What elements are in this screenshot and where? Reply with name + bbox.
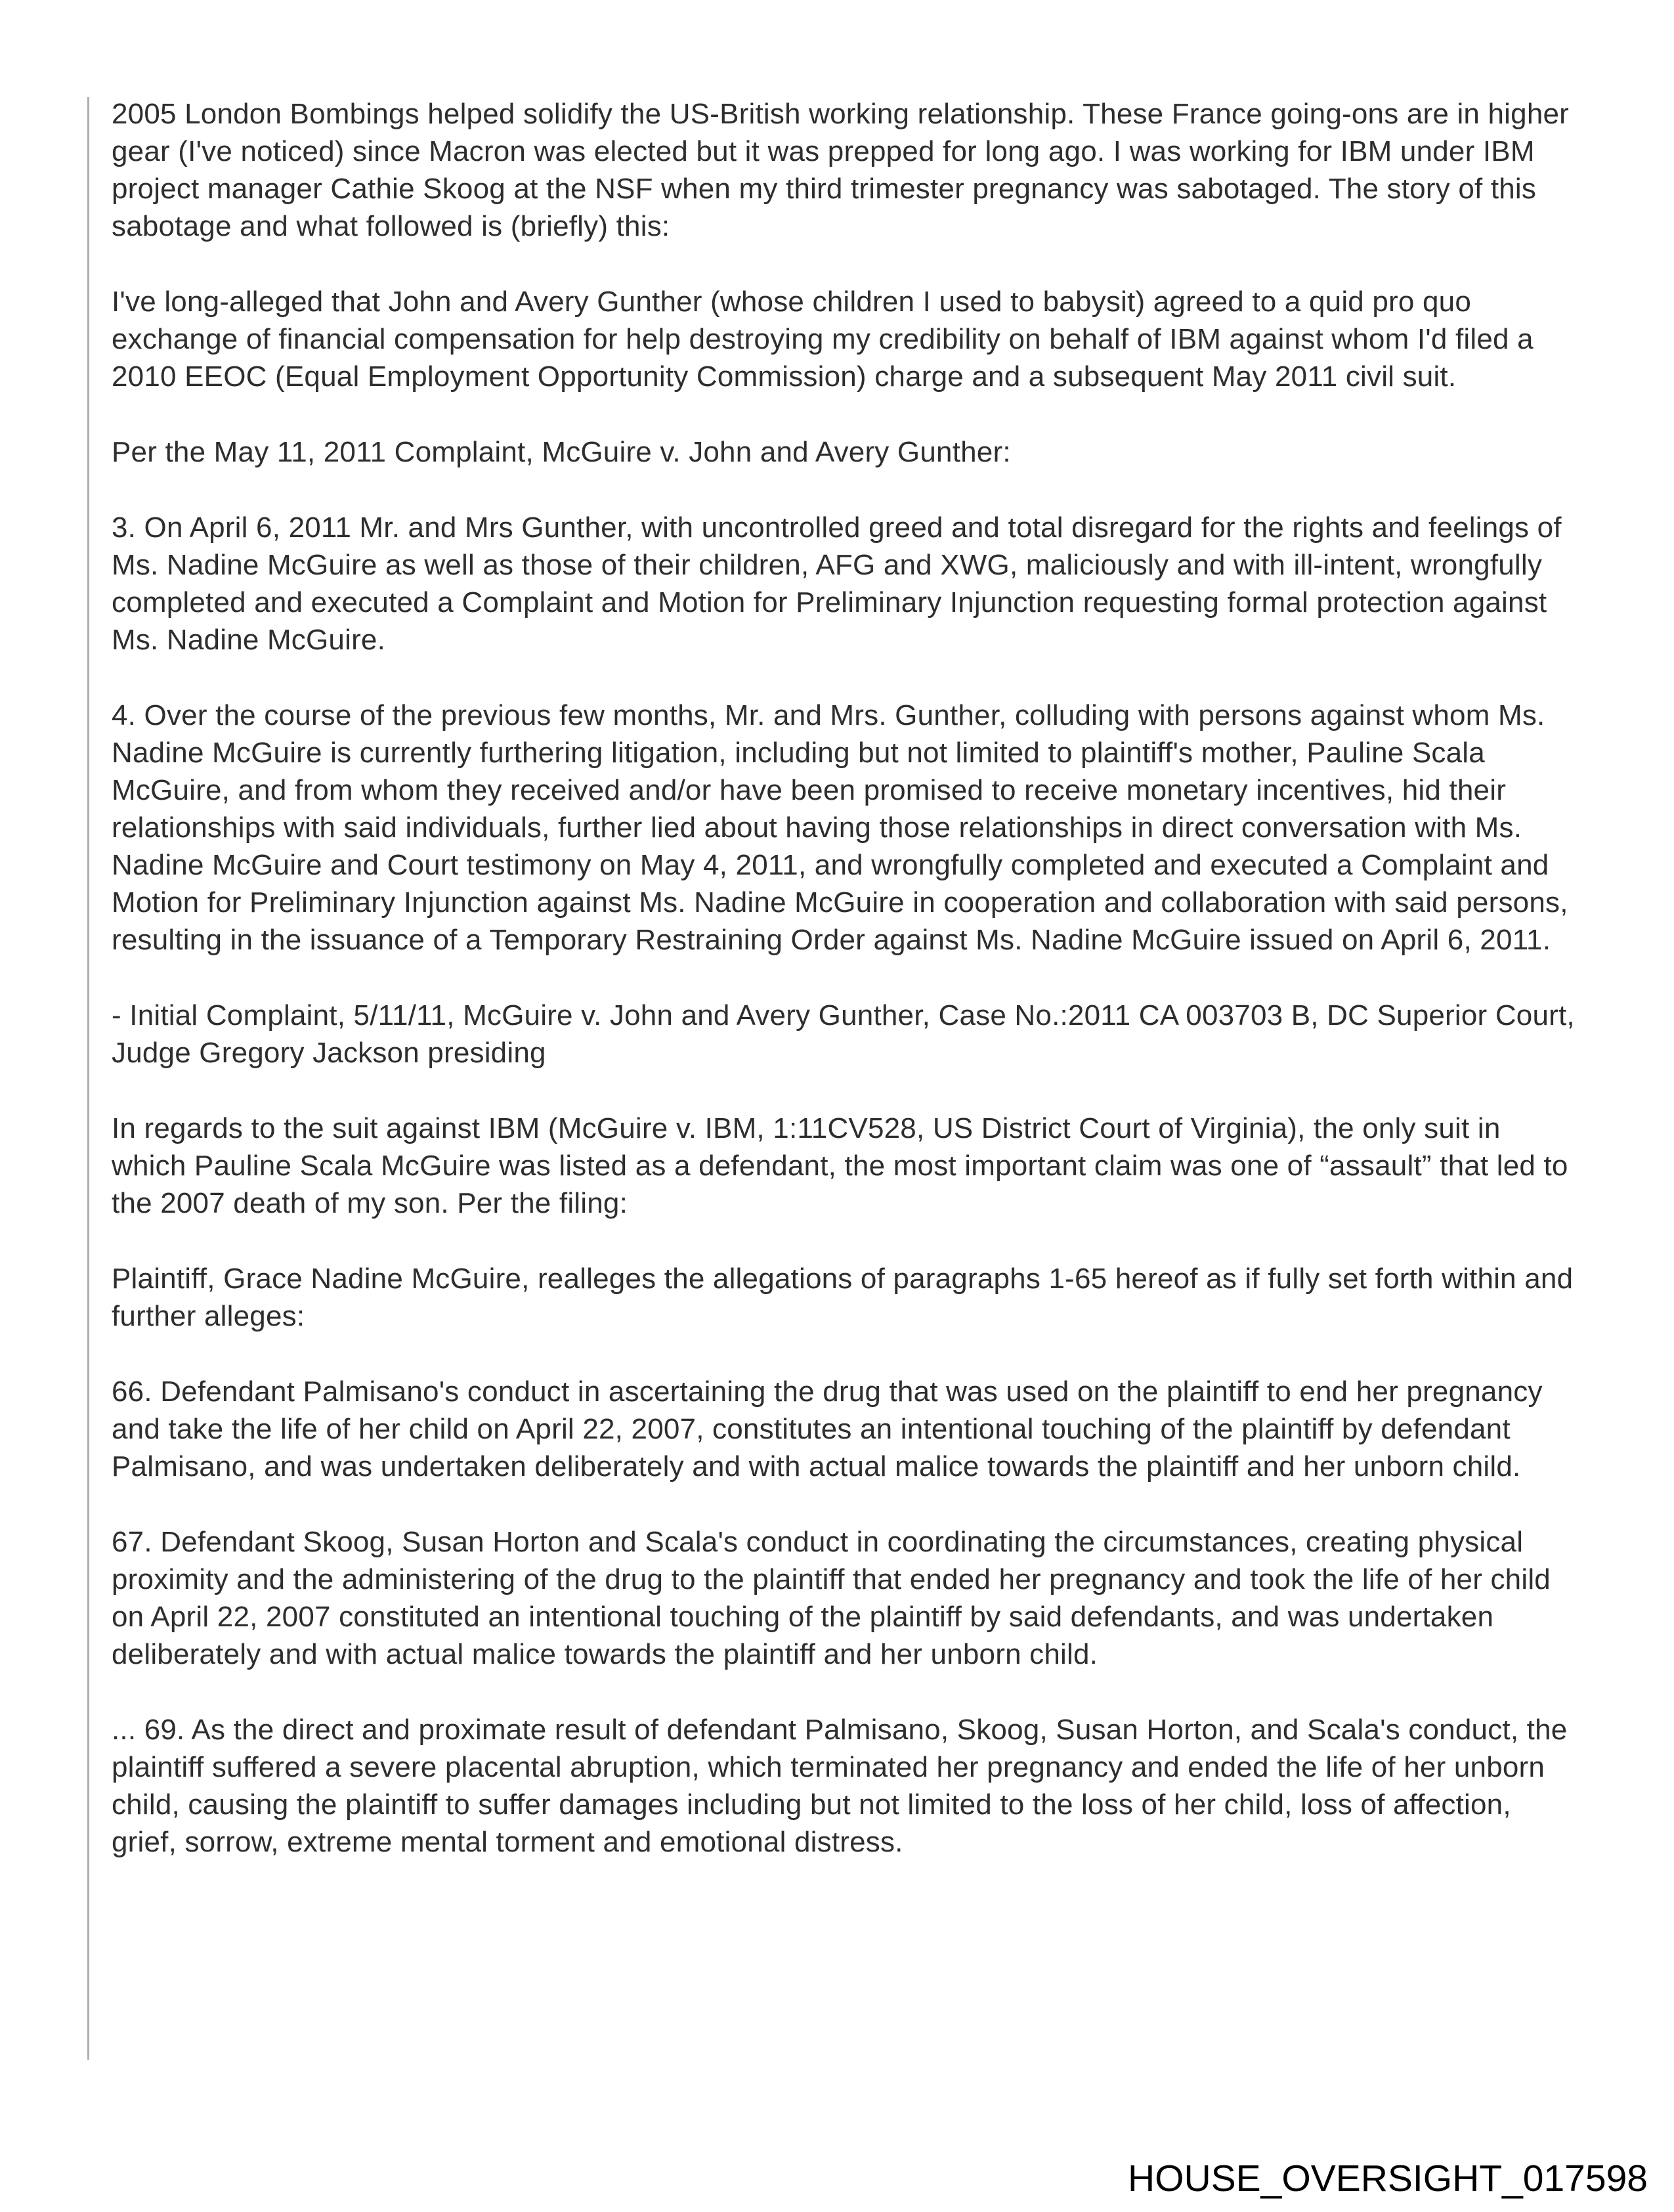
paragraph-case-citation: - Initial Complaint, 5/11/11, McGuire v. John and Avery Gunther, Case No.:2011 CA 003703 B, DC Superior Court, Judge Gregory Jackson presiding <box>112 999 1575 1069</box>
paragraph-allegation: I've long-alleged that John and Avery Gunther (whose children I used to babysit) agreed to a quid pro quo exchange of financial compensation for help destroying my credibility on behalf of IBM against whom I'd filed a 2010 EEOC (Equal Employment Opportunity Commission) charge and a subsequent May 2011 civil suit. <box>112 286 1534 393</box>
paragraph-complaint-heading: Per the May 11, 2011 Complaint, McGuire v. John and Avery Gunther: <box>112 436 1011 468</box>
bates-number-label: HOUSE_OVERSIGHT_017598 <box>1127 2158 1648 2200</box>
left-margin-line <box>87 97 89 2060</box>
paragraph-claim-67: 67. Defendant Skoog, Susan Horton and Scala's conduct in coordinating the circumstances, creating physical proximity and the administering of the drug to the plaintiff that ended her pregnancy and took the life of her child on April 22, 2007 constituted an intentional touching of the plaintiff by said defendants, and was undertaken deliberately and with actual malice towards the plaintiff and her unborn child. <box>112 1526 1551 1670</box>
document-body <box>112 95 1582 1899</box>
paragraph-ibm-suit: In regards to the suit against IBM (McGuire v. IBM, 1:11CV528, US District Court of Virginia), the only suit in which Pauline Scala McGuire was listed as a defendant, the most important claim was one of “assault” that led to the 2007 death of my son. Per the filing: <box>112 1112 1568 1219</box>
paragraph-claim-3: 3. On April 6, 2011 Mr. and Mrs Gunther, with uncontrolled greed and total disregard for the rights and feelings of Ms. Nadine McGuire as well as those of their children, AFG and XWG, maliciously and with ill-intent, wrongfully completed and executed a Complaint and Motion for Preliminary Injunction requesting formal protection against Ms. Nadine McGuire. <box>112 511 1562 656</box>
paragraph-intro: 2005 London Bombings helped solidify the US-British working relationship. These France going-ons are in higher gear (I've noticed) since Macron was elected but it was prepped for long ago. I was working for IBM under IBM project manager Cathie Skoog at the NSF when my third trimester pregnancy was sabotaged. The story of this sabotage and what followed is (briefly) this: <box>112 98 1570 242</box>
paragraph-claim-69: ... 69. As the direct and proximate result of defendant Palmisano, Skoog, Susan Horton, and Scala's conduct, the plaintiff suffered a severe placental abruption, which terminated her pregnancy and ended the life of her unborn child, causing the plaintiff to suffer damages including but not limited to the loss of her child, loss of affection, grief, sorrow, extreme mental torment and emotional distress. <box>112 1714 1568 1858</box>
paragraph-plaintiff-realleges: Plaintiff, Grace Nadine McGuire, realleges the allegations of paragraphs 1-65 hereof as if fully set forth within and further alleges: <box>112 1263 1574 1332</box>
paragraph-claim-66: 66. Defendant Palmisano's conduct in ascertaining the drug that was used on the plaintiff to end her pregnancy and take the life of her child on April 22, 2007, constitutes an intentional touching of the plaintiff by defendant Palmisano, and was undertaken deliberately and with actual malice towards the plaintiff and her unborn child. <box>112 1376 1543 1483</box>
paragraph-claim-4: 4. Over the course of the previous few months, Mr. and Mrs. Gunther, colluding with persons against whom Ms. Nadine McGuire is currently furthering litigation, including but not limited to plaintiff's mother, Pauline Scala McGuire, and from whom they received and/or have been promised to receive monetary incentives, hid their relationships with said individuals, further lied about having those relationships in direct conversation with Ms. Nadine McGuire and Court testimony on May 4, 2011, and wrongfully completed and executed a Complaint and Motion for Preliminary Injunction against Ms. Nadine McGuire in cooperation and collaboration with said persons, resulting in the issuance of a Temporary Restraining Order against Ms. Nadine McGuire issued on April 6, 2011. <box>112 699 1568 956</box>
